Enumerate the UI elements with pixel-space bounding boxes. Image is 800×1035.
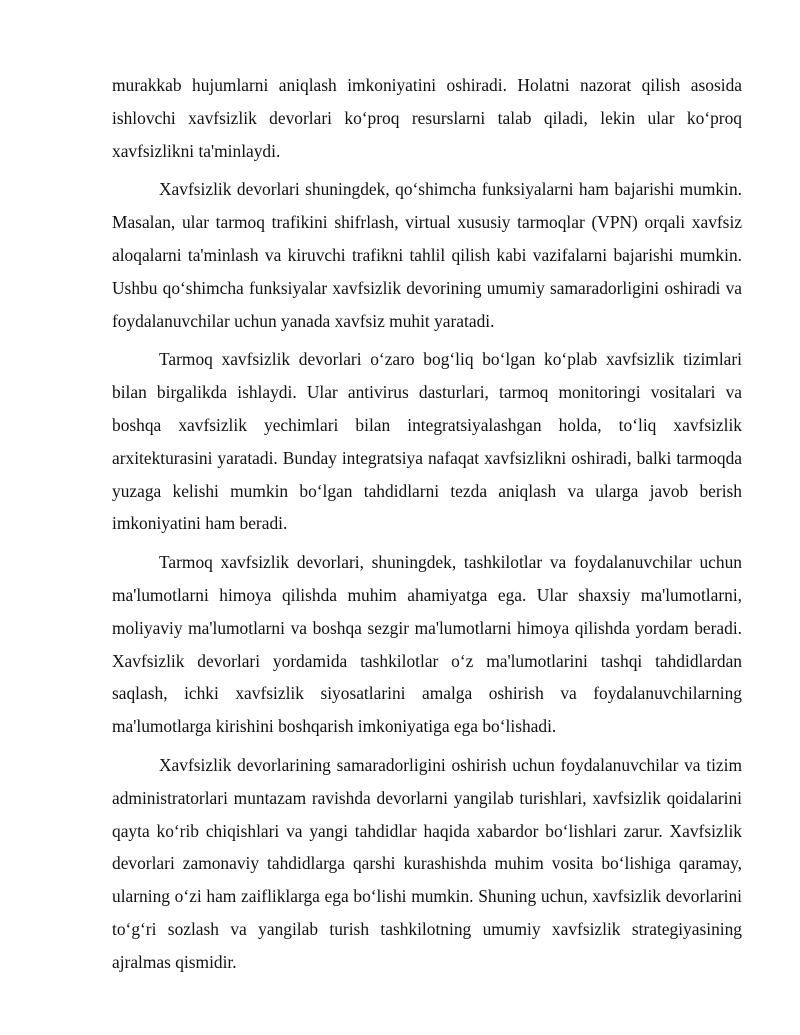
paragraph: Tarmoq xavfsizlik devorlari, shuningdek, tashkilotlar va foydalanuvchilar uchun ma'lumotlarni himoya qilishda muhim ahamiyatga ega. Ular shaxsiy ma'lumotlarni, moliyaviy ma'lumotlarni va boshqa sezgir ma'lumotlarni himoya qilishda yordam beradi. Xavfsizlik devorlari yordamida tashkilotlar o‘z ma'lumotlarini tashqi tahdidlardan saqlash, ichki xavfsizlik siyosatlarini amalga oshirish va foydalanuvchilarning ma'lumotlarga kirishini boshqarish imkoniyatiga ega bo‘lishadi. [112,552,742,737]
paragraph: Xavfsizlik devorlari shuningdek, qo‘shimcha funksiyalarni ham bajarishi mumkin. Masalan, ular tarmoq trafikini shifrlash, virtual xususiy tarmoqlar (VPN) orqali xavfsiz aloqalarni ta'minlash va kiruvchi trafikni tahlil qilish kabi vazifalarni bajarishi mumkin. Ushbu qo‘shimcha funksiyalar xavfsizlik devorining umumiy samaradorligini oshiradi va foydalanuvchilar uchun yanada xavfsiz muhit yaratadi. [112,179,742,331]
document-body [112,69,742,985]
paragraph-continuation: murakkab hujumlarni aniqlash imkoniyatini oshiradi. Holatni nazorat qilish asosida ishlovchi xavfsizlik devorlari ko‘proq resurslarni talab qiladi, lekin ular ko‘proq xavfsizlikni ta'minlaydi. [112,75,742,161]
paragraph: Xavfsizlik devorlarining samaradorligini oshirish uchun foydalanuvchilar va tizim administratorlari muntazam ravishda devorlarni yangilab turishlari, xavfsizlik qoidalarini qayta ko‘rib chiqishlari va yangi tahdidlar haqida xabardor bo‘lishlari zarur. Xavfsizlik devorlari zamonaviy tahdidlarga qarshi kurashishda muhim vosita bo‘lishiga qaramay, ularning o‘zi ham zaifliklarga ega bo‘lishi mumkin. Shuning uchun, xavfsizlik devorlarini to‘g‘ri sozlash va yangilab turish tashkilotning umumiy xavfsizlik strategiyasining ajralmas qismidir. [112,754,742,972]
paragraph: Tarmoq xavfsizlik devorlari o‘zaro bog‘liq bo‘lgan ko‘plab xavfsizlik tizimlari bilan birgalikda ishlaydi. Ular antivirus dasturlari, tarmoq monitoringi vositalari va boshqa xavfsizlik yechimlari bilan integratsiyalashgan holda, to‘liq xavfsizlik arxitekturasini yaratadi. Bunday integratsiya nafaqat xavfsizlikni oshiradi, balki tarmoqda yuzaga kelishi mumkin bo‘lgan tahdidlarni tezda aniqlash va ularga javob berish imkoniyatini ham beradi. [112,349,742,534]
